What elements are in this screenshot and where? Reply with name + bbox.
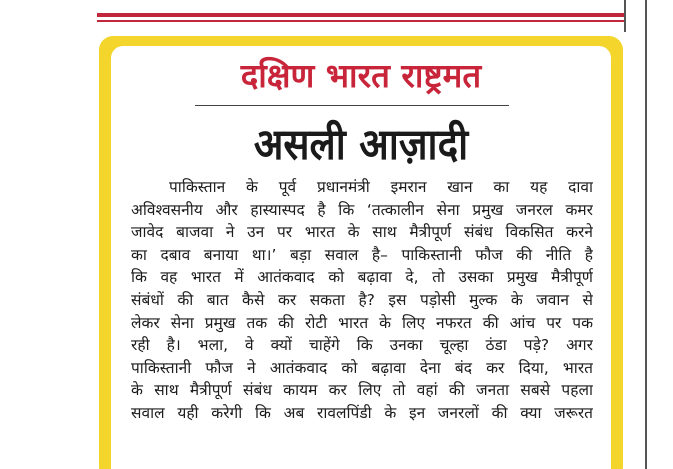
article-line: सवाल यही करेगी कि अब रावलपिंडी के इन जनरलों की क्या जरूरत [131, 403, 593, 422]
article-body [131, 176, 593, 425]
article-line: पाकिस्तान के पूर्व प्रधानमंत्री इमरान खान का यह दावा [169, 178, 593, 196]
article-headline: असली आज़ादी [253, 120, 469, 170]
article-line: के साथ मैत्रीपूर्ण संबंध कायम कर लिए तो वहां की जनता सबसे पहला [131, 381, 593, 400]
article-line: लेकर सेना प्रमुख तक की रोटी भारत के लिए नफरत की आंच पर पक [131, 313, 593, 332]
article-line: अविश्वसनीय और हास्यास्पद है कि ‘तत्कालीन सेना प्रमुख जनरल कमर [131, 200, 593, 219]
masthead-underline [195, 105, 509, 106]
article-line: कि वह भारत में आतंकवाद को बढ़ावा दे, तो उसका प्रमुख मैत्रीपूर्ण [131, 268, 593, 287]
column-divider [645, 0, 647, 469]
article-line: जावेद बाजवा ने उन पर भारत के साथ मैत्रीपूर्ण संबंध विकसित करने [131, 223, 593, 242]
masthead-title: दक्षिण भारत राष्ट्रमत [240, 56, 482, 95]
article-line: रही है। भला, वे क्यों चाहेंगे कि उनका चूल्हा ठंडा पड़े? अगर [131, 336, 593, 355]
top-red-rule [97, 13, 624, 17]
article-line: का दबाव बनाया था।’ बड़ा सवाल है– पाकिस्तानी फौज की नीति है [131, 245, 593, 264]
top-red-thin-rule [97, 20, 624, 22]
article-line: पाकिस्तानी फौज ने आतंकवाद को बढ़ावा देना बंद कर दिया, भारत [131, 358, 593, 377]
article-line: संबंधों की बात कैसे कर सकता है? इस पड़ोसी मुल्क के जवान से [131, 290, 593, 309]
column-divider-short [624, 0, 626, 32]
editorial-card [111, 46, 611, 469]
